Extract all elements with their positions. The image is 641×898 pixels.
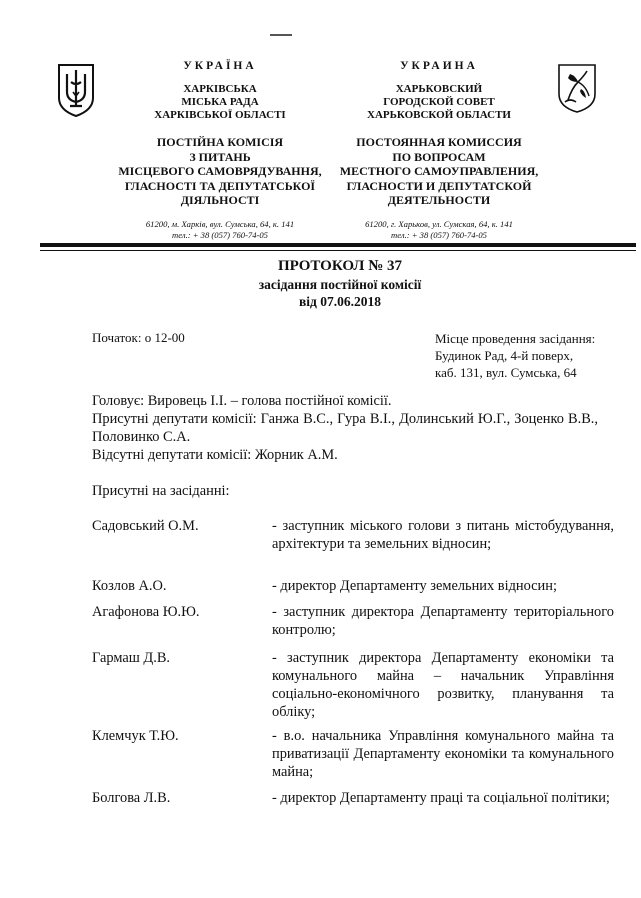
- chairperson-line: Головує: Вировець І.І. – голова постійної комісії.: [92, 393, 392, 409]
- attendee-name: Агафонова Ю.Ю.: [92, 604, 200, 620]
- address-ukrainian: [104, 219, 336, 241]
- commission-line: З ПИТАНЬ: [189, 149, 251, 164]
- attendee-name: Гармаш Д.В.: [92, 650, 171, 666]
- address-line: 61200, г. Харьков, ул. Сумская, 64, к. 141: [365, 218, 513, 229]
- country-ukrainian: УКРАЇНА: [183, 60, 257, 72]
- council-line: ГОРОДСКОЙ СОВЕТ: [383, 96, 495, 108]
- attendee-name: Клемчук Т.Ю.: [92, 728, 179, 744]
- header-left-ukrainian: [104, 60, 336, 241]
- council-line: ХАРКІВСЬКА: [183, 83, 257, 95]
- ukraine-trident-emblem-icon: [56, 62, 96, 118]
- header-right-russian: [326, 60, 552, 241]
- commission-line: ГЛАСНОСТИ И ДЕПУТАТСКОЙ: [346, 178, 532, 193]
- protocol-number: ПРОТОКОЛ № 37: [277, 258, 403, 274]
- present-deputies: Присутні депутати комісії: Ганжа В.С., Гура В.І., Долинський Ю.Г., Зоценко В.В., Половинко С.А.: [92, 411, 598, 445]
- venue-line: Будинок Рад, 4-й поверх,: [435, 348, 574, 363]
- header-divider-thick: [40, 243, 636, 247]
- venue-line: каб. 131, вул. Сумська, 64: [435, 365, 577, 380]
- scan-mark: [270, 34, 292, 36]
- commission-line: МЕСТНОГО САМОУПРАВЛЕНИЯ,: [339, 164, 539, 178]
- commission-line: ПО ВОПРОСАМ: [392, 149, 486, 164]
- meeting-start-time: Початок: о 12-00: [92, 330, 185, 345]
- commission-line: МІСЦЕВОГО САМОВРЯДУВАННЯ,: [118, 164, 322, 178]
- commission-line: ПОСТІЙНА КОМІСІЯ: [156, 135, 284, 149]
- commission-name-russian: [326, 135, 552, 208]
- commission-line: ГЛАСНОСТІ ТА ДЕПУТАТСЬКОЇ: [124, 178, 316, 193]
- meeting-venue: [435, 330, 625, 381]
- commission-line: ПОСТОЯННАЯ КОМИССИЯ: [356, 135, 522, 149]
- commission-name-ukrainian: [104, 135, 336, 208]
- council-line: МІСЬКА РАДА: [181, 96, 259, 108]
- commission-line: ДІЯЛЬНОСТІ: [180, 193, 260, 207]
- address-russian: [326, 219, 552, 241]
- commission-line: ДЕЯТЕЛЬНОСТИ: [387, 193, 491, 207]
- present-heading: Присутні на засіданні:: [92, 483, 230, 499]
- phone-line: тел.: + 38 (057) 760-74-05: [172, 229, 268, 240]
- attendee-name: Садовський О.М.: [92, 518, 199, 534]
- absent-deputies: Відсутні депутати комісії: Жорник А.М.: [92, 447, 338, 463]
- attendee-role: - заступник директора Департаменту територіального контролю;: [272, 604, 614, 638]
- council-name-ukrainian: [104, 83, 336, 122]
- phone-line: тел.: + 38 (057) 760-74-05: [391, 229, 487, 240]
- venue-line: Місце проведення засідання:: [435, 331, 596, 346]
- protocol-date: від 07.06.2018: [299, 294, 381, 309]
- protocol-title-block: [140, 257, 540, 310]
- council-name-russian: [326, 83, 552, 122]
- council-line: ХАРКІВСЬКОЇ ОБЛАСТІ: [154, 109, 286, 121]
- attendee-role: - директор Департаменту земельних відносин;: [272, 578, 557, 594]
- council-line: ХАРЬКОВСКИЙ: [395, 83, 483, 95]
- attendee-name: Козлов А.О.: [92, 578, 167, 594]
- protocol-subtitle: засідання постійної комісії: [258, 277, 422, 292]
- attendee-role: - заступник міського голови з питань містобудування, архітектури та земельних відносин;: [272, 518, 614, 552]
- attendee-role: - заступник директора Департаменту економіки та комунального майна – начальник Управління соціально-економічного розвитку, планування та обліку;: [272, 650, 614, 720]
- address-line: 61200, м. Харків, вул. Сумська, 64, к. 141: [145, 218, 295, 229]
- council-line: ХАРЬКОВСКОЙ ОБЛАСТИ: [367, 109, 511, 121]
- attendee-role: - в.о. начальника Управління комунального майна та приватизації Департаменту економіки та комунального майна;: [272, 728, 614, 780]
- header-divider-thin: [40, 250, 636, 251]
- kharkiv-coat-of-arms-icon: [556, 62, 598, 114]
- attendee-name: Болгова Л.В.: [92, 790, 171, 806]
- attendee-role: - директор Департаменту праці та соціальної політики;: [272, 790, 610, 806]
- country-russian: УКРАИНА: [400, 60, 478, 72]
